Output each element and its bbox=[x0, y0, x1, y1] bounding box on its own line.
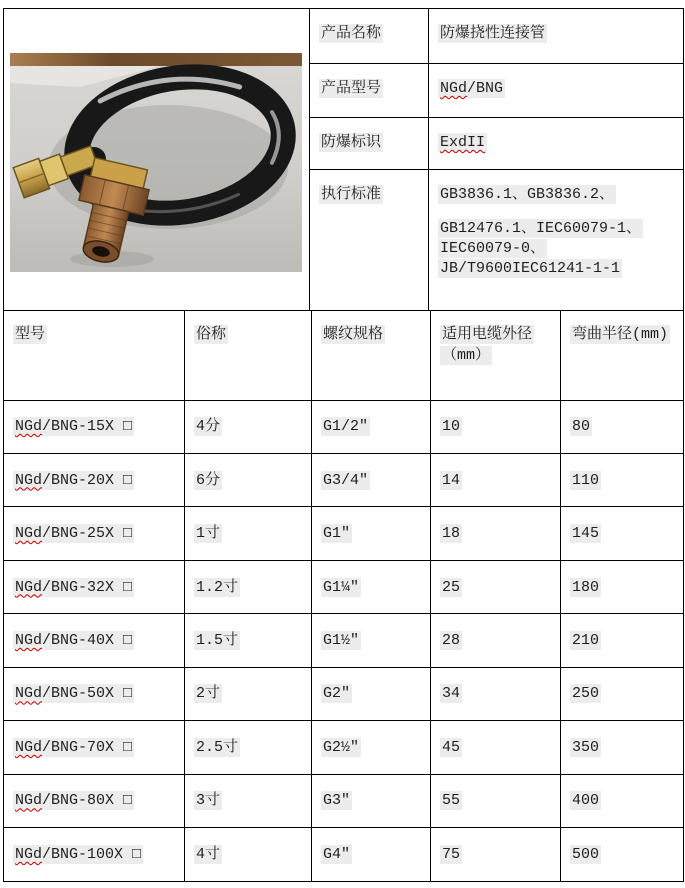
cell-cable-od bbox=[431, 667, 561, 720]
bend-radius-text: 500 bbox=[572, 845, 600, 863]
cable-od-text: 10 bbox=[442, 418, 461, 436]
info-label-text: 防爆标识 bbox=[321, 134, 382, 151]
model-rest-text: /BNG-50X □ bbox=[42, 685, 133, 703]
common-name-text: 1.5寸 bbox=[196, 631, 239, 649]
misspelled-text: ExdII bbox=[440, 134, 486, 151]
common-name-text: 1寸 bbox=[196, 525, 221, 543]
model-text bbox=[13, 471, 134, 490]
cell-common-name bbox=[185, 400, 312, 453]
cell-model bbox=[4, 667, 185, 720]
spec-header-row bbox=[4, 310, 684, 400]
cell-model bbox=[4, 507, 185, 560]
spec-sheet bbox=[3, 8, 683, 882]
model-rest-text: /BNG-15X □ bbox=[42, 418, 133, 436]
bend-radius-text: 250 bbox=[572, 685, 600, 703]
common-name-text: 3寸 bbox=[196, 792, 221, 810]
cell-bend-radius bbox=[561, 400, 684, 453]
cell-thread bbox=[312, 614, 431, 667]
cell-thread bbox=[312, 828, 431, 882]
cell-cable-od bbox=[431, 721, 561, 774]
product-info-table bbox=[3, 8, 684, 311]
misspelled-text: NGd bbox=[15, 578, 43, 596]
cable-od-text: 28 bbox=[442, 631, 461, 649]
thread-text: G1″ bbox=[323, 525, 351, 543]
thread-text: G3″ bbox=[323, 792, 351, 810]
info-label-text: 产品型号 bbox=[321, 80, 382, 97]
thread-text: G4″ bbox=[323, 845, 351, 863]
misspelled-text: NGd bbox=[15, 418, 43, 436]
info-label-product-model bbox=[310, 64, 429, 118]
cell-model bbox=[4, 774, 185, 827]
cell-model bbox=[4, 400, 185, 453]
cell-bend-radius bbox=[561, 560, 684, 613]
info-value-text bbox=[438, 79, 505, 98]
misspelled-text: NGd bbox=[15, 792, 43, 810]
model-rest-text: /BNG-32X □ bbox=[42, 578, 133, 596]
cell-cable-od bbox=[431, 507, 561, 560]
col-header-cable-od bbox=[431, 310, 561, 400]
standards-text: GB12476.1、IEC60079-1、IEC60079-0、JB/T9600IEC61241-1-1 bbox=[440, 220, 642, 277]
cable-od-text: 14 bbox=[442, 471, 461, 489]
cell-thread bbox=[312, 507, 431, 560]
cell-bend-radius bbox=[561, 667, 684, 720]
info-label-product-name bbox=[310, 9, 429, 64]
cell-thread bbox=[312, 560, 431, 613]
cell-thread bbox=[312, 453, 431, 506]
cable-od-text: 75 bbox=[442, 845, 461, 863]
cell-cable-od bbox=[431, 560, 561, 613]
model-rest-text: /BNG-80X □ bbox=[42, 792, 133, 810]
spec-row bbox=[4, 400, 684, 453]
misspelled-text: NGd bbox=[15, 471, 43, 489]
common-name-text: 4寸 bbox=[196, 845, 221, 863]
bend-radius-text: 350 bbox=[572, 738, 600, 756]
misspelled-text: NGd bbox=[15, 525, 43, 543]
bend-radius-text: 80 bbox=[572, 418, 591, 436]
spec-row bbox=[4, 828, 684, 882]
bend-radius-text: 210 bbox=[572, 631, 600, 649]
table-edge bbox=[10, 53, 302, 66]
bend-radius-text: 180 bbox=[572, 578, 600, 596]
common-name-text: 4分 bbox=[196, 418, 221, 436]
cell-bend-radius bbox=[561, 453, 684, 506]
cell-cable-od bbox=[431, 614, 561, 667]
bend-radius-text: 110 bbox=[572, 471, 600, 489]
model-text bbox=[13, 631, 134, 650]
spec-row bbox=[4, 614, 684, 667]
col-header-model bbox=[4, 310, 185, 400]
col-header-common-name bbox=[185, 310, 312, 400]
cell-thread bbox=[312, 667, 431, 720]
spec-row bbox=[4, 667, 684, 720]
product-photo-illustration bbox=[10, 53, 302, 272]
cable-od-text: 34 bbox=[442, 685, 461, 703]
misspelled-text: NGd bbox=[15, 685, 43, 703]
spec-row bbox=[4, 453, 684, 506]
cell-model bbox=[4, 828, 185, 882]
info-row-product-name bbox=[4, 9, 684, 64]
header-text: 螺纹规格 bbox=[323, 325, 384, 343]
cell-common-name bbox=[185, 507, 312, 560]
model-rest-text: /BNG-40X □ bbox=[42, 631, 133, 649]
header-text: 俗称 bbox=[196, 325, 227, 343]
spec-row bbox=[4, 560, 684, 613]
cell-common-name bbox=[185, 721, 312, 774]
info-value-standards bbox=[429, 170, 684, 311]
common-name-text: 6分 bbox=[196, 471, 221, 489]
cell-thread bbox=[312, 721, 431, 774]
cell-bend-radius bbox=[561, 721, 684, 774]
cell-common-name bbox=[185, 774, 312, 827]
bend-radius-text: 400 bbox=[572, 792, 600, 810]
misspelled-text: NGd bbox=[15, 631, 43, 649]
cell-bend-radius bbox=[561, 828, 684, 882]
model-text bbox=[13, 845, 143, 864]
model-text bbox=[13, 417, 134, 436]
cell-model bbox=[4, 453, 185, 506]
model-rest-text: /BNG-100X □ bbox=[42, 845, 142, 863]
thread-text: G1¼″ bbox=[323, 578, 360, 596]
spec-row bbox=[4, 507, 684, 560]
cell-thread bbox=[312, 400, 431, 453]
cell-model bbox=[4, 560, 185, 613]
cell-common-name bbox=[185, 453, 312, 506]
value-rest-text: /BNG bbox=[467, 80, 504, 97]
info-label-text: 执行标准 bbox=[321, 186, 382, 203]
spec-row bbox=[4, 721, 684, 774]
cell-cable-od bbox=[431, 774, 561, 827]
cell-cable-od bbox=[431, 400, 561, 453]
cable-od-text: 18 bbox=[442, 525, 461, 543]
thread-text: G1½″ bbox=[323, 631, 360, 649]
model-text bbox=[13, 791, 134, 810]
info-value-product-model bbox=[429, 64, 684, 118]
cable-od-text: 25 bbox=[442, 578, 461, 596]
model-rest-text: /BNG-25X □ bbox=[42, 525, 133, 543]
model-text bbox=[13, 524, 134, 543]
misspelled-text: NGd bbox=[440, 80, 468, 97]
cell-model bbox=[4, 614, 185, 667]
thread-text: G2½″ bbox=[323, 738, 360, 756]
col-header-thread-spec bbox=[312, 310, 431, 400]
cell-bend-radius bbox=[561, 614, 684, 667]
model-text bbox=[13, 738, 134, 757]
info-label-standards bbox=[310, 170, 429, 311]
cell-common-name bbox=[185, 614, 312, 667]
cell-bend-radius bbox=[561, 507, 684, 560]
cell-model bbox=[4, 721, 185, 774]
cell-common-name bbox=[185, 828, 312, 882]
thread-text: G1/2″ bbox=[323, 418, 369, 436]
header-text: 适用电缆外径（mm） bbox=[442, 325, 533, 364]
standards-text: GB3836.1、GB3836.2、 bbox=[440, 186, 615, 203]
header-text: 型号 bbox=[15, 325, 46, 343]
cell-cable-od bbox=[431, 453, 561, 506]
common-name-text: 1.2寸 bbox=[196, 578, 239, 596]
model-spec-table bbox=[3, 310, 684, 882]
info-value-text bbox=[438, 133, 487, 152]
col-header-bend-radius bbox=[561, 310, 684, 400]
cell-cable-od bbox=[431, 828, 561, 882]
header-text: 弯曲半径(mm) bbox=[572, 325, 669, 343]
cell-bend-radius bbox=[561, 774, 684, 827]
thread-text: G2″ bbox=[323, 685, 351, 703]
info-value-ex-mark bbox=[429, 118, 684, 170]
model-rest-text: /BNG-20X □ bbox=[42, 471, 133, 489]
standards-paragraph-1 bbox=[438, 185, 674, 204]
product-photo-cell bbox=[4, 9, 310, 311]
cell-thread bbox=[312, 774, 431, 827]
thread-text: G3/4″ bbox=[323, 471, 369, 489]
common-name-text: 2.5寸 bbox=[196, 738, 239, 756]
info-label-ex-mark bbox=[310, 118, 429, 170]
bend-radius-text: 145 bbox=[572, 525, 600, 543]
product-photo bbox=[10, 53, 302, 272]
info-label-text: 产品名称 bbox=[321, 25, 382, 42]
model-text bbox=[13, 578, 134, 597]
cell-common-name bbox=[185, 560, 312, 613]
misspelled-text: NGd bbox=[15, 845, 43, 863]
model-rest-text: /BNG-70X □ bbox=[42, 738, 133, 756]
cable-od-text: 45 bbox=[442, 738, 461, 756]
misspelled-text: NGd bbox=[15, 738, 43, 756]
info-value-product-name bbox=[429, 9, 684, 64]
cable-od-text: 55 bbox=[442, 792, 461, 810]
info-value-text: 防爆挠性连接管 bbox=[440, 25, 546, 42]
cell-common-name bbox=[185, 667, 312, 720]
model-text bbox=[13, 684, 134, 703]
spec-row bbox=[4, 774, 684, 827]
common-name-text: 2寸 bbox=[196, 685, 221, 703]
standards-paragraph-2 bbox=[438, 219, 674, 279]
